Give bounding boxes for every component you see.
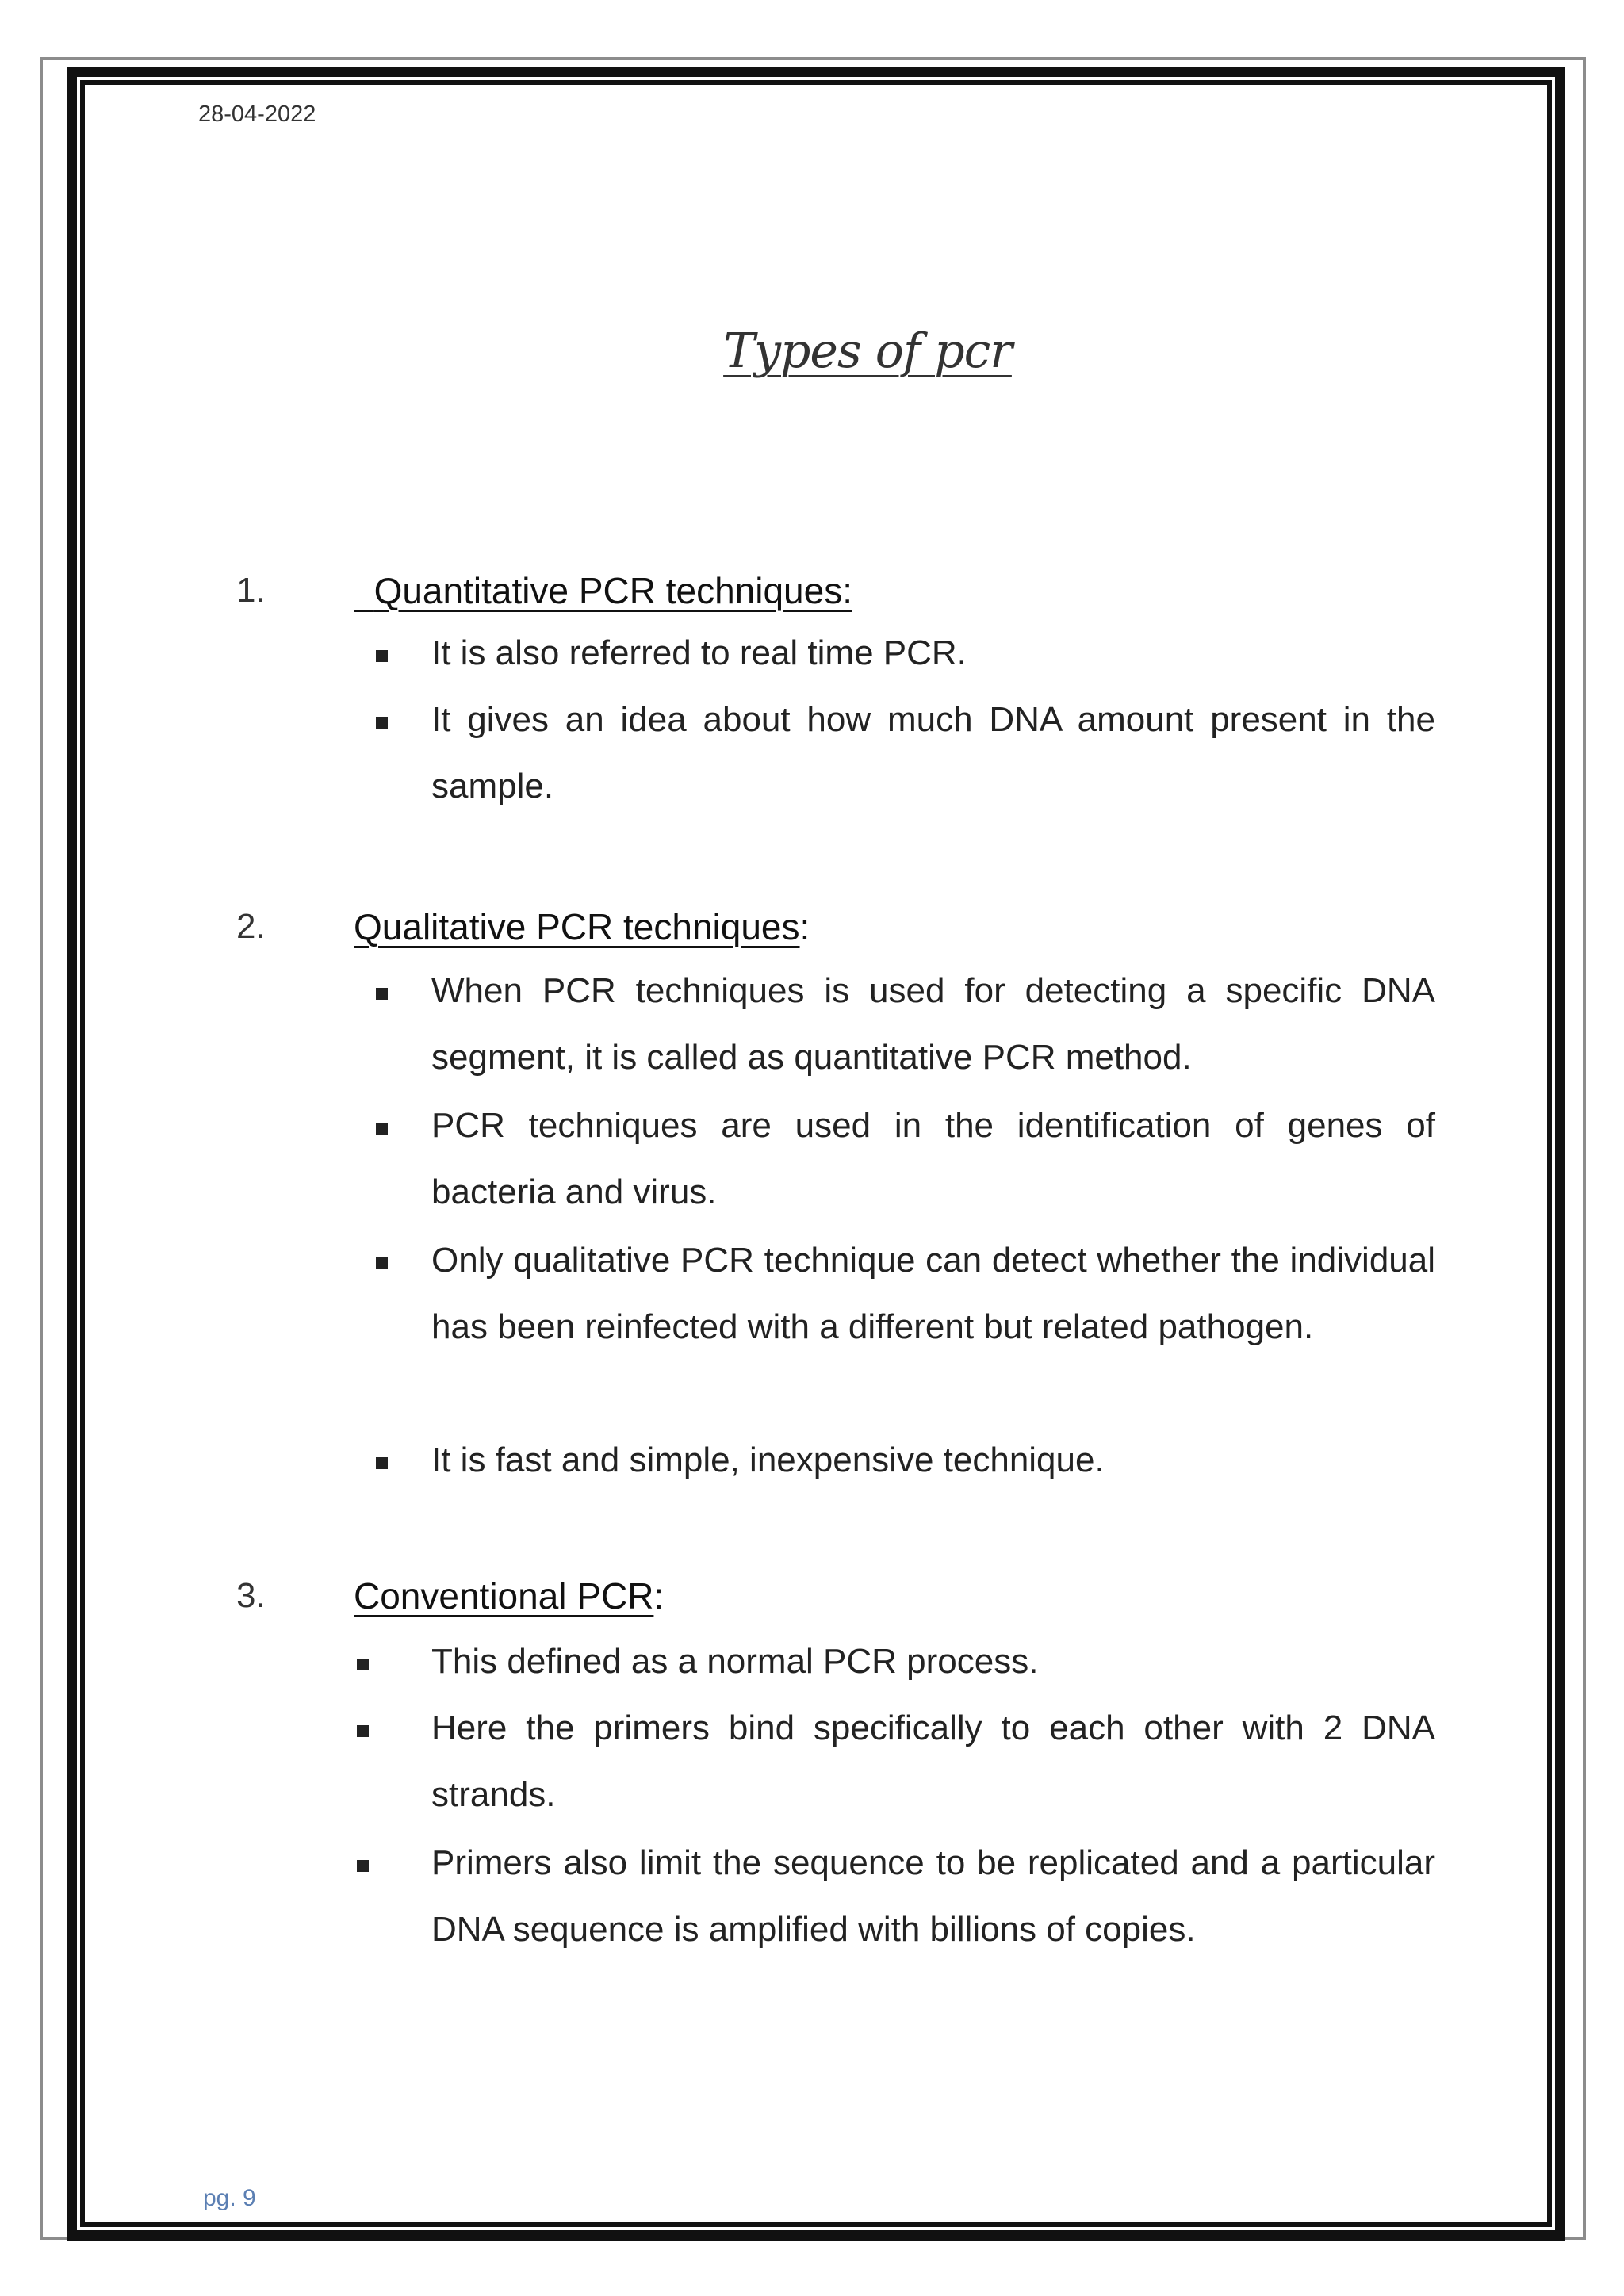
section-heading: Qualitative PCR techniques: [354, 906, 810, 947]
list-item-text: Only qualitative PCR technique can detect whether the individual has been reinfected with a different but related pathogen. [431, 1241, 1435, 1346]
square-bullet-icon [376, 988, 388, 1000]
section-heading [354, 569, 852, 612]
list-item-text: Primers also limit the sequence to be replicated and a particular DNA sequence is amplified with billions of copies. [431, 1843, 1435, 1949]
square-bullet-icon [376, 1257, 388, 1269]
square-bullet-icon [376, 1457, 388, 1469]
section-heading-text: Conventional PCR [354, 1575, 654, 1617]
section-heading-text: Quantitative PCR techniques: [373, 570, 852, 611]
list-item-text: Here the primers bind specifically to each other with 2 DNA strands. [431, 1709, 1435, 1814]
square-bullet-icon [357, 1725, 369, 1737]
square-bullet-icon [376, 650, 388, 662]
square-bullet-icon [357, 1659, 369, 1670]
list-item-text: It is fast and simple, inexpensive technique. [431, 1441, 1105, 1479]
header-date: 28-04-2022 [198, 101, 316, 127]
section-heading: Conventional PCR: [354, 1575, 665, 1617]
list-item-text: It is also referred to real time PCR. [431, 633, 967, 672]
square-bullet-icon [357, 1860, 369, 1872]
section-number: 1. [236, 571, 266, 610]
section-heading-text: Qualitative PCR techniques [354, 906, 800, 947]
square-bullet-icon [376, 717, 388, 729]
list-item-text: It gives an idea about how much DNA amount present in the sample. [431, 700, 1435, 806]
section-number: 3. [236, 1576, 266, 1615]
list-item-text: This defined as a normal PCR process. [431, 1642, 1039, 1681]
page-title-text: Types of pcr [723, 323, 1012, 379]
page-number: pg. 9 [203, 2185, 256, 2211]
page-title [0, 323, 1624, 379]
section-number: 2. [236, 907, 266, 946]
list-item-text: PCR techniques are used in the identification of genes of bacteria and virus. [431, 1106, 1435, 1211]
list-item-text: When PCR techniques is used for detecting a specific DNA segment, it is called as quantitative PCR method. [431, 971, 1435, 1077]
square-bullet-icon [376, 1123, 388, 1135]
